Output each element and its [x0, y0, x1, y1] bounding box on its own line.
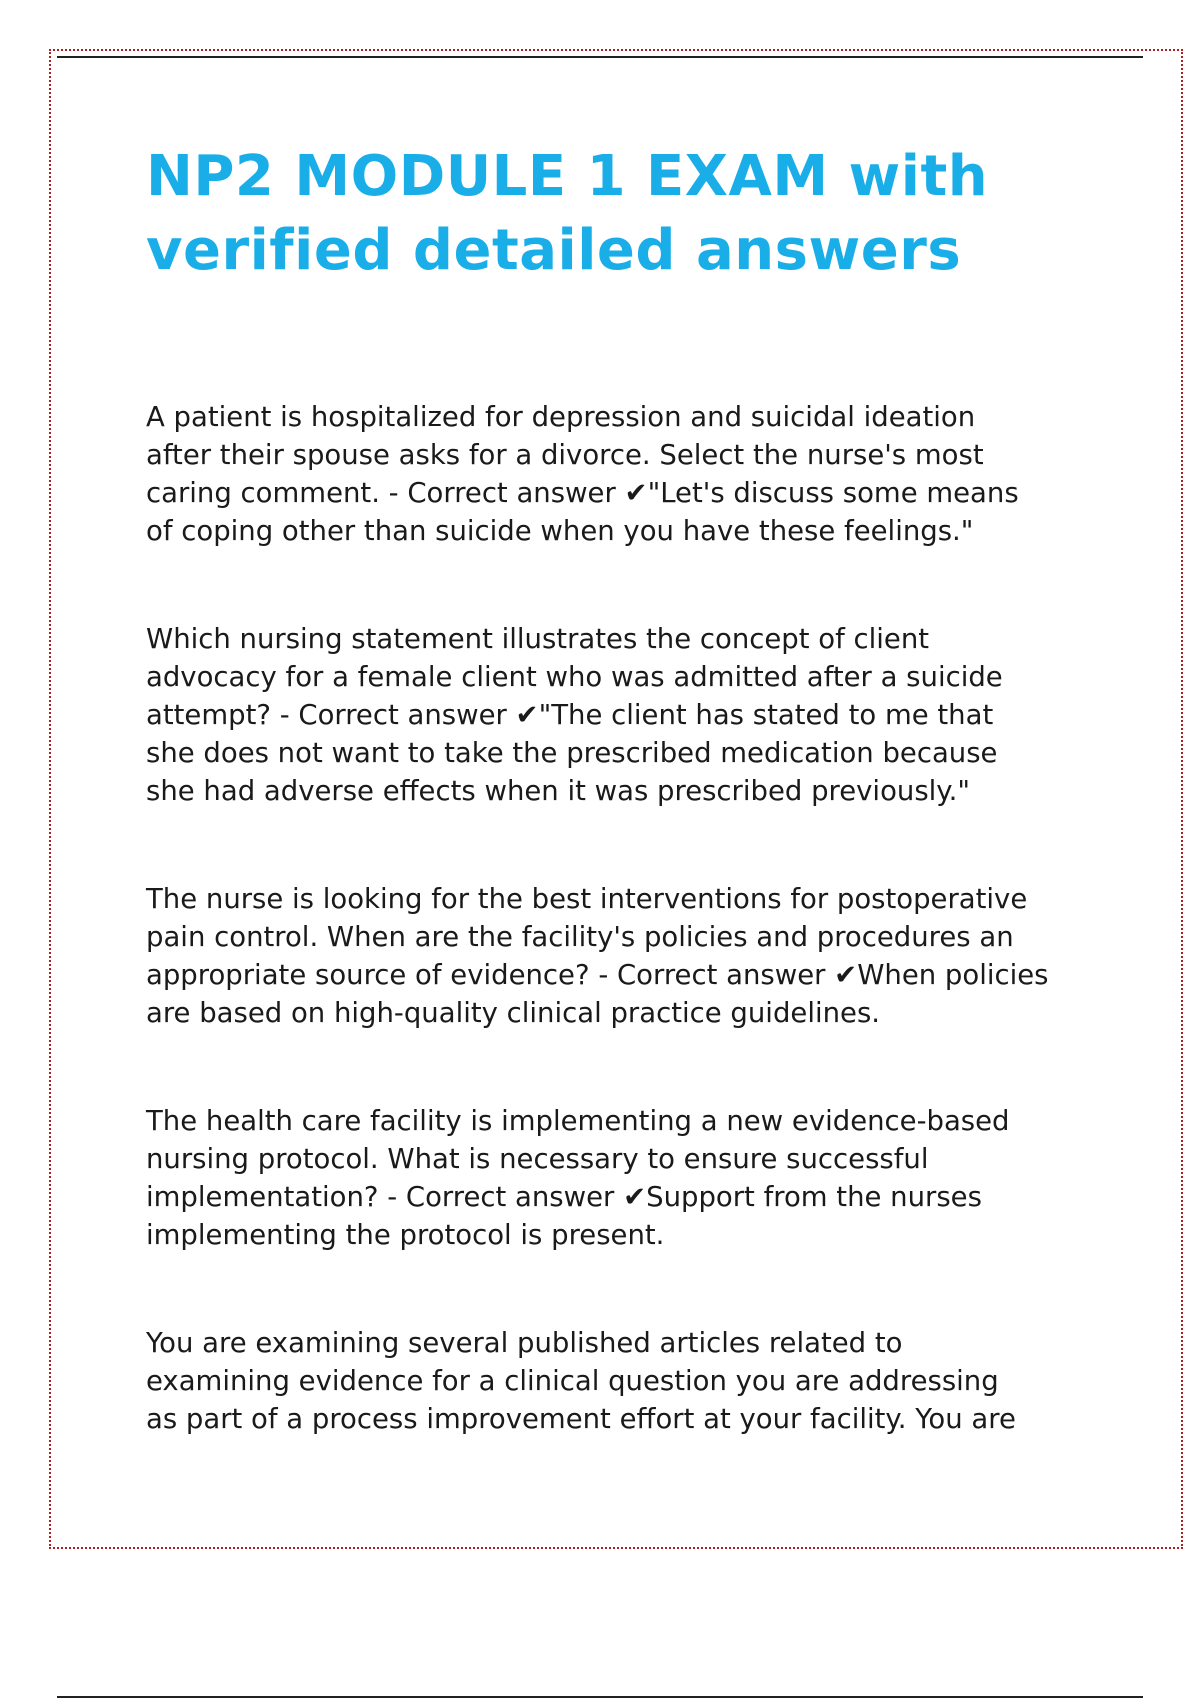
document-title: NP2 MODULE 1 EXAM with verified detailed answers [146, 144, 989, 283]
qa-list [146, 398, 1106, 1438]
document-body [146, 140, 1106, 1508]
qa-item-4: The health care facility is implementing a new evidence-based nursing protocol. What is necessary to ensure successful implementation? - Correct answer ✔Support from the nurses implementing the protocol is present. [146, 1105, 1010, 1251]
top-divider [57, 56, 1143, 58]
bottom-divider [57, 1696, 1143, 1698]
qa-item-5: You are examining several published articles related to examining evidence for a clinical question you are addressing as part of a process improvement effort at your facility. You are [146, 1327, 1016, 1435]
qa-item-2: Which nursing statement illustrates the concept of client advocacy for a female client who was admitted after a suicide attempt? - Correct answer ✔"The client has stated to me that she does not want to take the prescribed medication because she had adverse effects when it was prescribed previously." [146, 623, 1003, 807]
qa-item-3: The nurse is looking for the best interventions for postoperative pain control. When are the facility's policies and procedures an appropriate source of evidence? - Correct answer ✔When policies are based on high-quality clinical practice guidelines. [146, 883, 1049, 1029]
qa-item-1: A patient is hospitalized for depression and suicidal ideation after their spouse asks for a divorce. Select the nurse's most caring comment. - Correct answer ✔"Let's discuss some means of coping other than suicide when you have these feelings." [146, 401, 1019, 547]
